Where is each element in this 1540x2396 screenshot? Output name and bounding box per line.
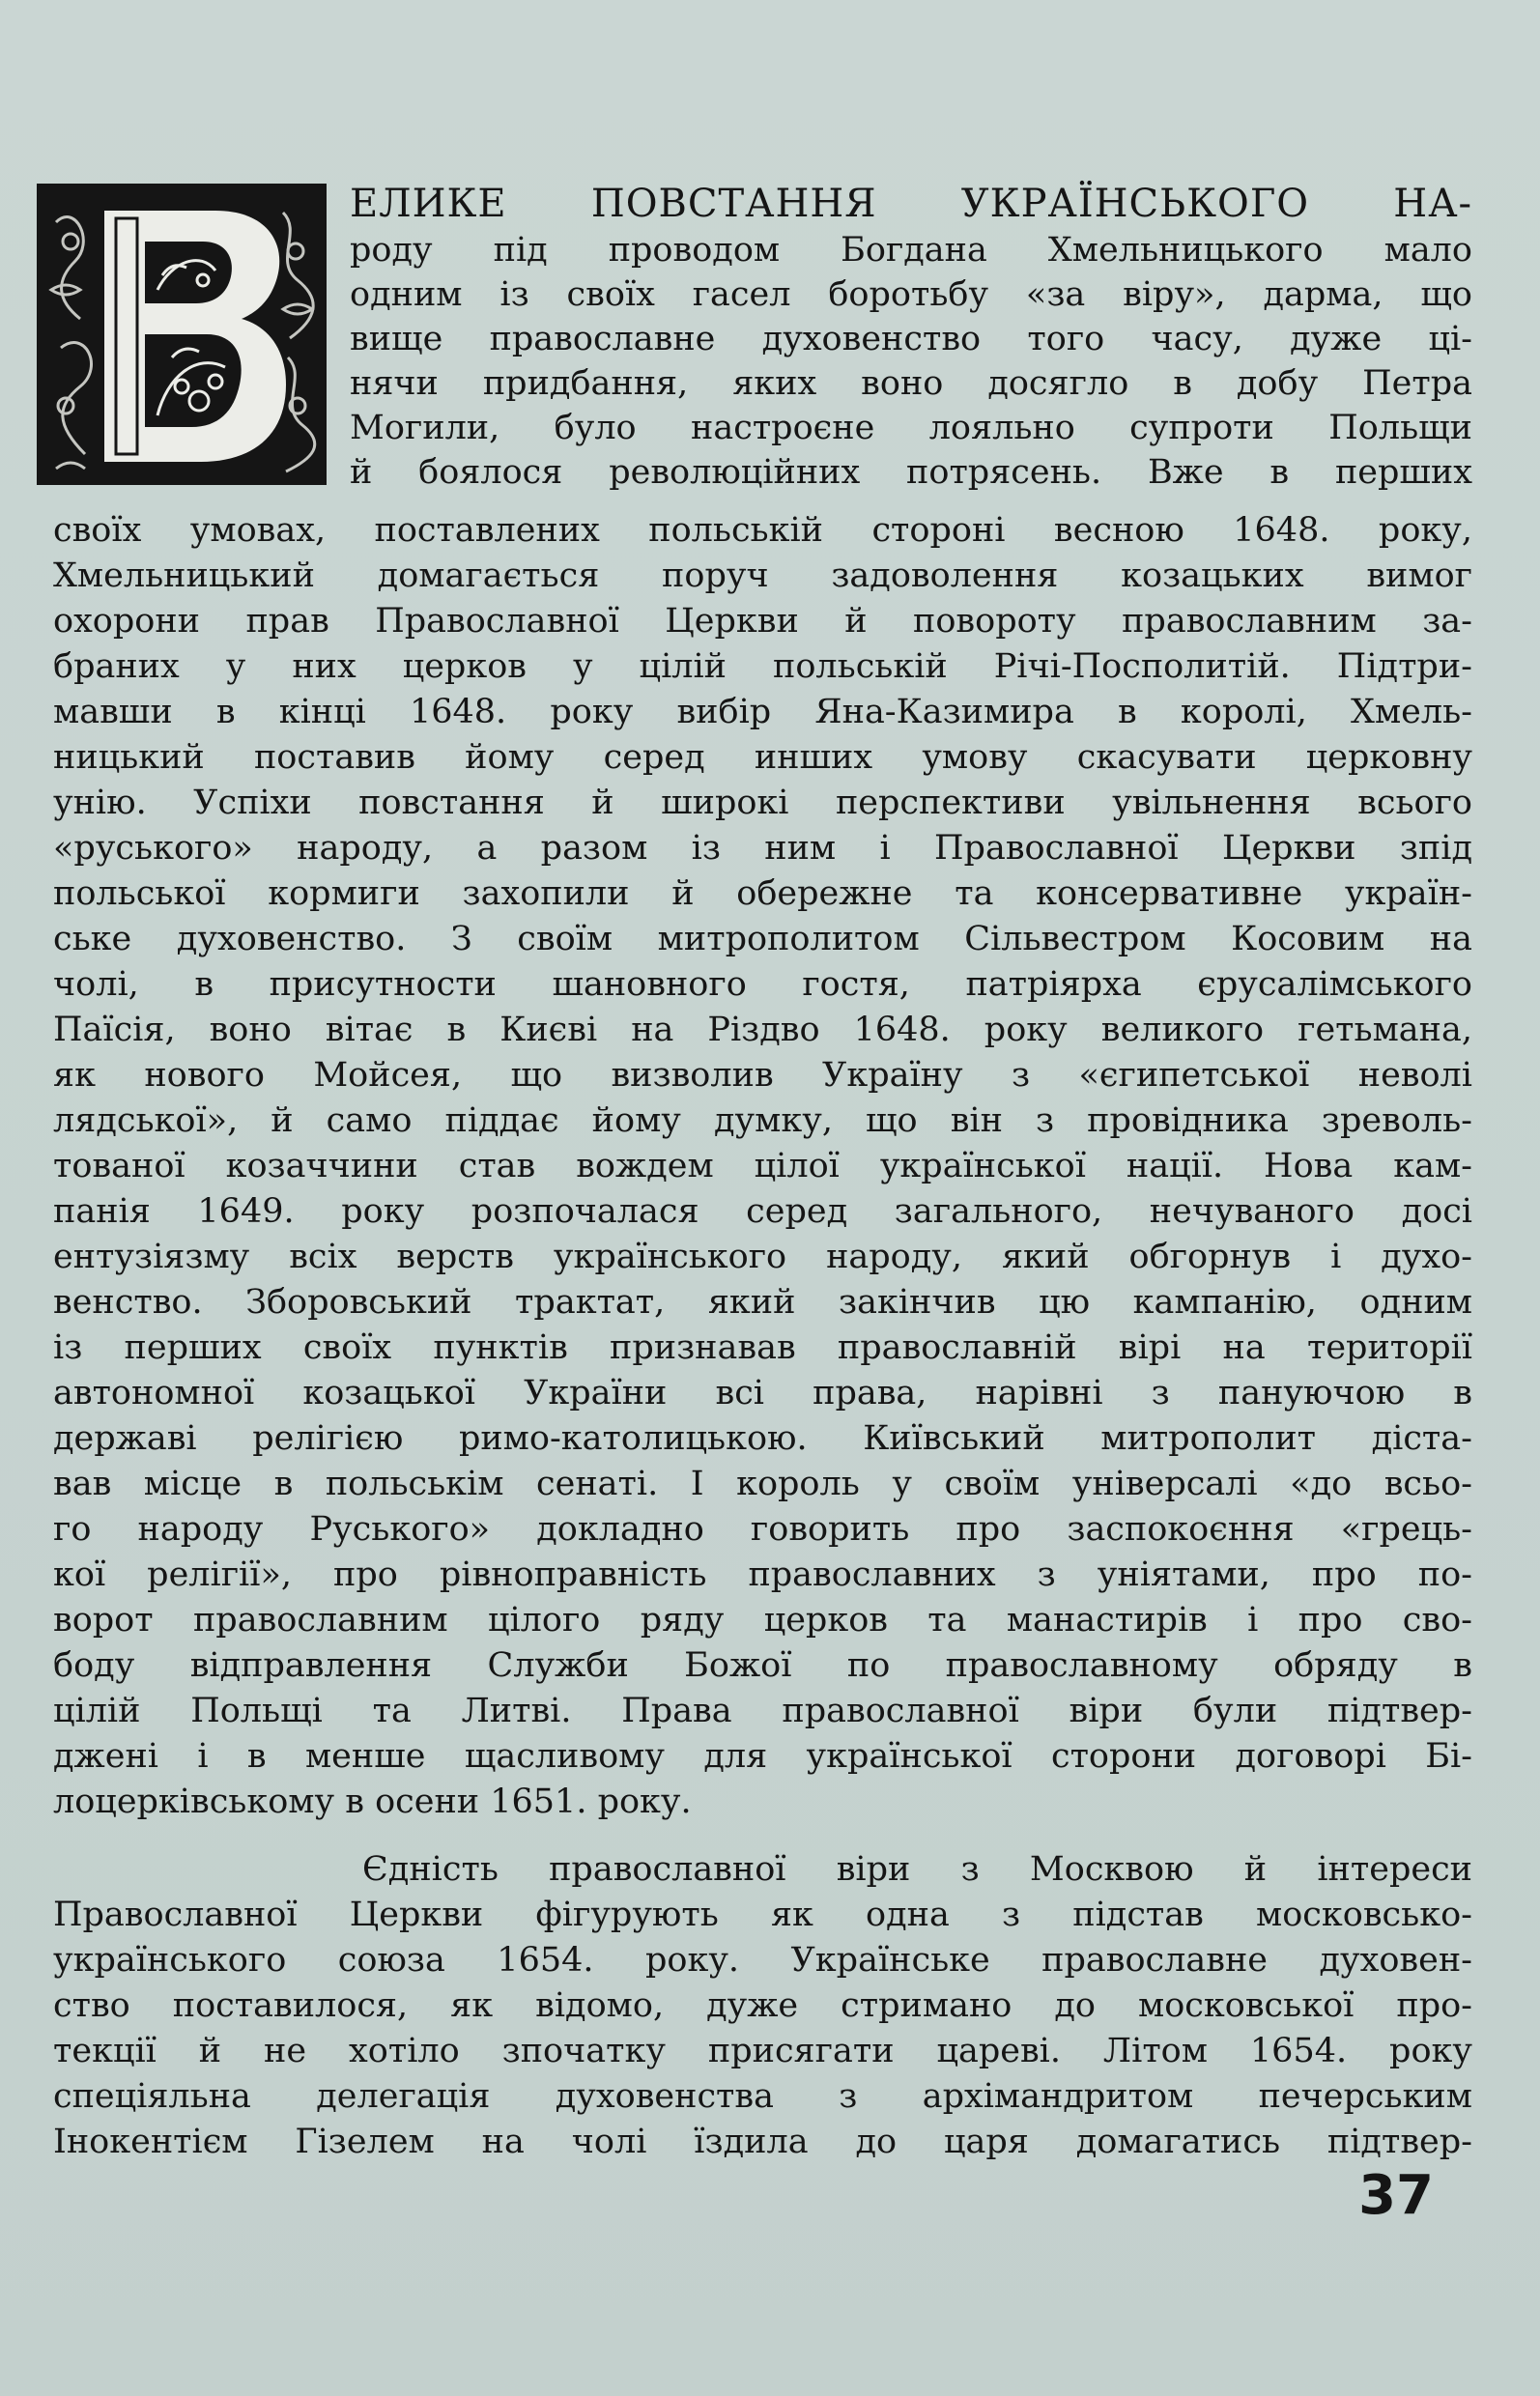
text-line: із перших своїх пунктів признавав православній вірі на території — [53, 1328, 1472, 1367]
text-line: Паїсія, воно вітає в Києві на Різдво 1648. року великого гетьмана, — [53, 1011, 1472, 1049]
text-line: браних у них церков у цілій польській Річі-Посполитій. Підтри- — [53, 647, 1472, 686]
text-line: спеціяльна делегація духовенства з архімандритом печерським — [53, 2077, 1472, 2116]
text-line: текції й не хотіло зпочатку присягати цареві. Літом 1654. року — [53, 2032, 1472, 2070]
text-line: Православної Церкви фігурують як одна з підстав московсько- — [53, 1896, 1472, 1934]
text-line: польської кормиги захопили й обережне та консервативне україн- — [53, 874, 1472, 913]
text-line: нячи придбання, яких воно досягло в добу Петра — [350, 364, 1472, 403]
text-line: Єдність православної віри з Москвою й інтереси — [362, 1850, 1472, 1889]
text-line: державі релігією римо-католицькою. Київський митрополит діста- — [53, 1419, 1472, 1458]
text-line: го народу Руського» докладно говорить про заспокоєння «грець- — [53, 1510, 1472, 1549]
text-line: ство поставилося, як відомо, дуже стримано до московської про- — [53, 1986, 1472, 2025]
text-line: лоцерківському в осени 1651. року. — [53, 1783, 692, 1821]
text-line: панія 1649. року розпочалася серед загального, нечуваного досі — [53, 1192, 1472, 1231]
text-line: чолі, в присутности шановного гостя, патріярха єрусалімського — [53, 965, 1472, 1004]
text-line: ське духовенство. З своїм митрополитом Сільвестром Косовим на — [53, 920, 1472, 958]
text-line: охорони прав Православної Церкви й повороту православним за- — [53, 602, 1472, 641]
text-line: кої релігії», про рівноправність православних з уніятами, про по- — [53, 1555, 1472, 1594]
text-line: українського союза 1654. року. Українське православне духовен- — [53, 1941, 1472, 1980]
ornamental-initial-image — [37, 184, 327, 485]
text-line: цілій Польщі та Литві. Права православної віри були підтвер- — [53, 1692, 1472, 1730]
text-line: роду під проводом Богдана Хмельницького мало — [350, 231, 1472, 270]
text-line: боду відправлення Служби Божої по православному обряду в — [53, 1646, 1472, 1685]
text-line: тованої козаччини став вождем цілої української нації. Нова кам- — [53, 1147, 1472, 1185]
text-line: ентузіязму всіх верств українського народу, який обгорнув і духо- — [53, 1238, 1472, 1276]
text-line: Могили, було настроєне лояльно супроти Польщи — [350, 409, 1472, 447]
text-line: лядської», й само піддає йому думку, що він з провідника зреволь- — [53, 1101, 1472, 1140]
decorative-initial-letter — [37, 184, 327, 485]
text-line: джені і в менше щасливому для української сторони договорі Бі- — [53, 1737, 1472, 1776]
page-number: 37 — [1358, 2164, 1434, 2227]
text-line: вав місце в польськім сенаті. І король у своїм універсалі «до всьо- — [53, 1465, 1472, 1503]
text-line: своїх умовах, поставлених польській стороні весною 1648. року, — [53, 511, 1472, 550]
text-line: ЕЛИКЕ ПОВСТАННЯ УКРАЇНСЬКОГО НА- — [350, 182, 1472, 226]
text-line: одним із своїх гасел боротьбу «за віру», дарма, що — [350, 275, 1472, 314]
text-line: ницький поставив йому серед инших умову скасувати церковну — [53, 738, 1472, 777]
text-line: унію. Успіхи повстання й широкі перспективи увільнення всього — [53, 784, 1472, 822]
text-line: вище православне духовенство того часу, дуже ці- — [350, 320, 1472, 358]
text-line: Інокентієм Гізелем на чолі їздила до царя домагатись підтвер- — [53, 2123, 1472, 2161]
text-line: Хмельницький домагається поруч задоволення козацьких вимог — [53, 556, 1472, 595]
text-line: й боялося революційних потрясень. Вже в перших — [350, 453, 1472, 492]
text-line: мавши в кінці 1648. року вибір Яна-Казимира в королі, Хмель- — [53, 693, 1472, 731]
text-line: автономної козацької України всі права, нарівні з пануючою в — [53, 1374, 1472, 1412]
text-line: як нового Мойсея, що визволив Україну з «єгипетської неволі — [53, 1056, 1472, 1095]
text-line: венство. Зборовський трактат, який закінчив цю кампанію, одним — [53, 1283, 1472, 1322]
text-line: «руського» народу, а разом із ним і Православної Церкви зпід — [53, 829, 1472, 868]
text-line: ворот православним цілого ряду церков та манастирів і про сво- — [53, 1601, 1472, 1640]
